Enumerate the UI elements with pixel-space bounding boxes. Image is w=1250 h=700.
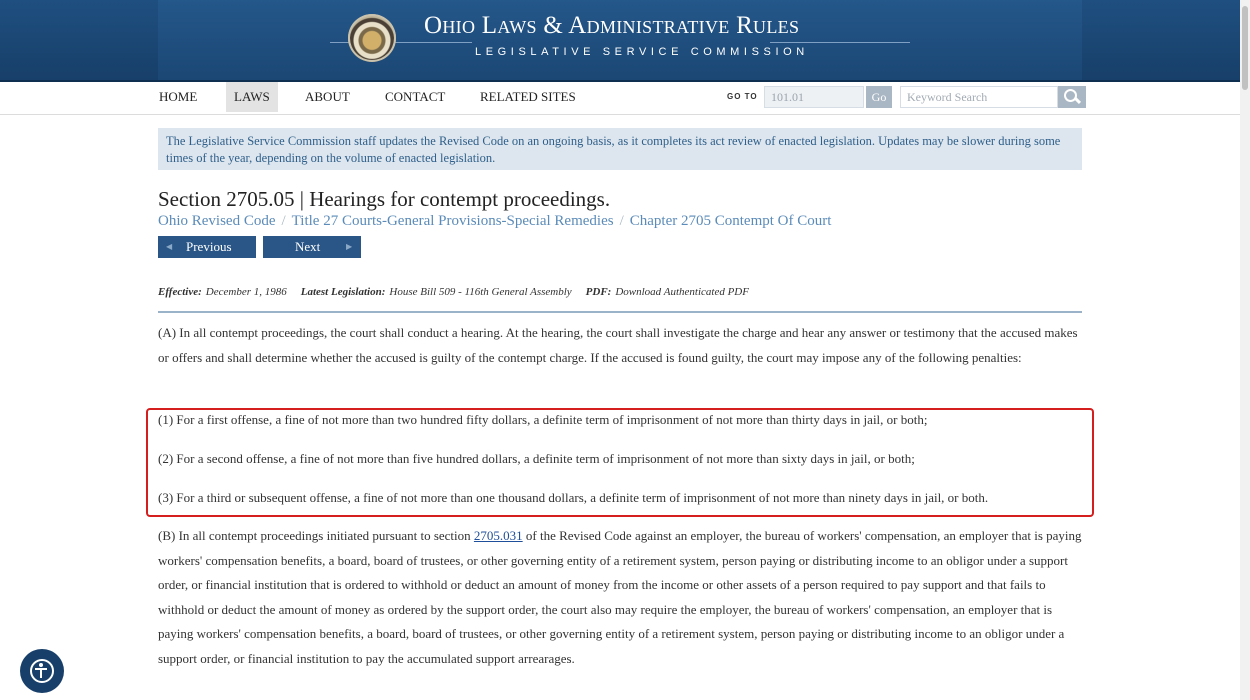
accessibility-button[interactable] bbox=[20, 649, 64, 693]
nav-home[interactable]: HOME bbox=[159, 89, 198, 104]
arrow-right-icon: ▶ bbox=[346, 242, 353, 251]
search-icon-handle bbox=[1074, 97, 1081, 104]
breadcrumb-chapter-2705[interactable]: Chapter 2705 Contempt Of Court bbox=[629, 213, 832, 229]
section-meta bbox=[158, 286, 749, 298]
breadcrumb bbox=[158, 213, 831, 230]
nav-contact[interactable]: CONTACT bbox=[385, 89, 446, 104]
highlight-box bbox=[146, 408, 1094, 517]
go-button[interactable]: Go bbox=[866, 86, 892, 108]
breadcrumb-separator: / bbox=[281, 213, 286, 229]
site-title[interactable]: Ohio Laws & Administrative Rules bbox=[424, 12, 800, 39]
paragraph-b-rest: of the Revised Code against an employer, the bureau of workers' compensation, an employer that is paying workers' compensation benefits, a board, board of trustees, or other governing entity of a retirement system, person paying or distributing income to an obligor under a support order, or financial institution that is ordered to withhold or deduct an amount of money from the income or other assets of a person required to pay support and that fails to withhold or deduct the amount of money as ordered by the support order, the court also may require the employer, the bureau of workers' compensation, an employer that is paying workers' compensation benefits, a board, board of trustees, or other governing entity of a retirement system, person paying or distributing income to an obligor under a support order, or financial institution to pay the accumulated support arrearages. bbox=[158, 528, 1082, 666]
page-title: Section 2705.05 | Hearings for contempt proceedings. bbox=[158, 187, 611, 211]
effective-date: December 1, 1986 bbox=[205, 286, 287, 298]
previous-label: Previous bbox=[186, 239, 232, 254]
nav-laws[interactable]: LAWS bbox=[226, 82, 278, 112]
nav-related-sites[interactable]: RELATED SITES bbox=[480, 89, 576, 104]
scrollbar-track[interactable] bbox=[1240, 0, 1250, 700]
accessibility-icon-body bbox=[40, 670, 42, 678]
arrow-left-icon: ◀ bbox=[166, 242, 173, 251]
section-2705-031-link[interactable]: 2705.031 bbox=[473, 528, 523, 543]
search-button[interactable] bbox=[1058, 86, 1086, 108]
ohio-seal-logo[interactable] bbox=[348, 14, 396, 62]
download-pdf-link[interactable]: Download Authenticated PDF bbox=[615, 286, 749, 298]
scrollbar-thumb[interactable] bbox=[1242, 6, 1248, 90]
item-3: (3) For a third or subsequent offense, a fine of not more than one thousand dollars, a definite term of imprisonment of not more than ninety days in jail, or both. bbox=[158, 490, 989, 505]
breadcrumb-title-27[interactable]: Title 27 Courts-General Provisions-Special Remedies bbox=[291, 213, 614, 229]
previous-button[interactable] bbox=[158, 236, 256, 258]
next-label: Next bbox=[295, 239, 321, 254]
accessibility-icon-head bbox=[39, 663, 43, 667]
paragraph-b-start: (B) In all contempt proceedings initiated pursuant to section bbox=[158, 528, 474, 543]
item-2: (2) For a second offense, a fine of not more than five hundred dollars, a definite term of imprisonment of not more than sixty days in jail, or both; bbox=[158, 451, 915, 466]
latest-legislation-link[interactable]: House Bill 509 - 116th General Assembly bbox=[389, 286, 572, 298]
nav-about[interactable]: ABOUT bbox=[305, 89, 350, 104]
effective-label: Effective: bbox=[158, 286, 202, 298]
header-rule-right bbox=[770, 42, 910, 43]
update-notice: The Legislative Service Commission staff updates the Revised Code on an ongoing basis, as it completes its act review of enacted legislation. Updates may be slower during some times of the year, depending on the volume of enacted legislation. bbox=[158, 128, 1082, 170]
breadcrumb-ohio-revised-code[interactable]: Ohio Revised Code bbox=[158, 213, 276, 229]
breadcrumb-separator: / bbox=[619, 213, 624, 229]
paragraph-b bbox=[158, 524, 1082, 671]
latest-legislation-label: Latest Legislation: bbox=[300, 286, 386, 298]
pdf-label: PDF: bbox=[585, 286, 612, 298]
site-subtitle: LEGISLATIVE SERVICE COMMISSION bbox=[475, 46, 809, 58]
goto-label: GO TO bbox=[727, 92, 758, 101]
goto-section-input[interactable]: 101.01 bbox=[764, 86, 864, 108]
keyword-search-input[interactable]: Keyword Search bbox=[900, 86, 1058, 108]
divider bbox=[158, 311, 1082, 313]
next-button[interactable] bbox=[263, 236, 361, 258]
item-1: (1) For a first offense, a fine of not more than two hundred fifty dollars, a definite term of imprisonment of not more than thirty days in jail, or both; bbox=[158, 412, 928, 427]
paragraph-a: (A) In all contempt proceedings, the court shall conduct a hearing. At the hearing, the court shall investigate the charge and hear any answer or testimony that the accused makes or offers and shall determine whether the accused is guilty of the contempt charge. If the accused is found guilty, the court may impose any of the following penalties: bbox=[158, 325, 1078, 365]
